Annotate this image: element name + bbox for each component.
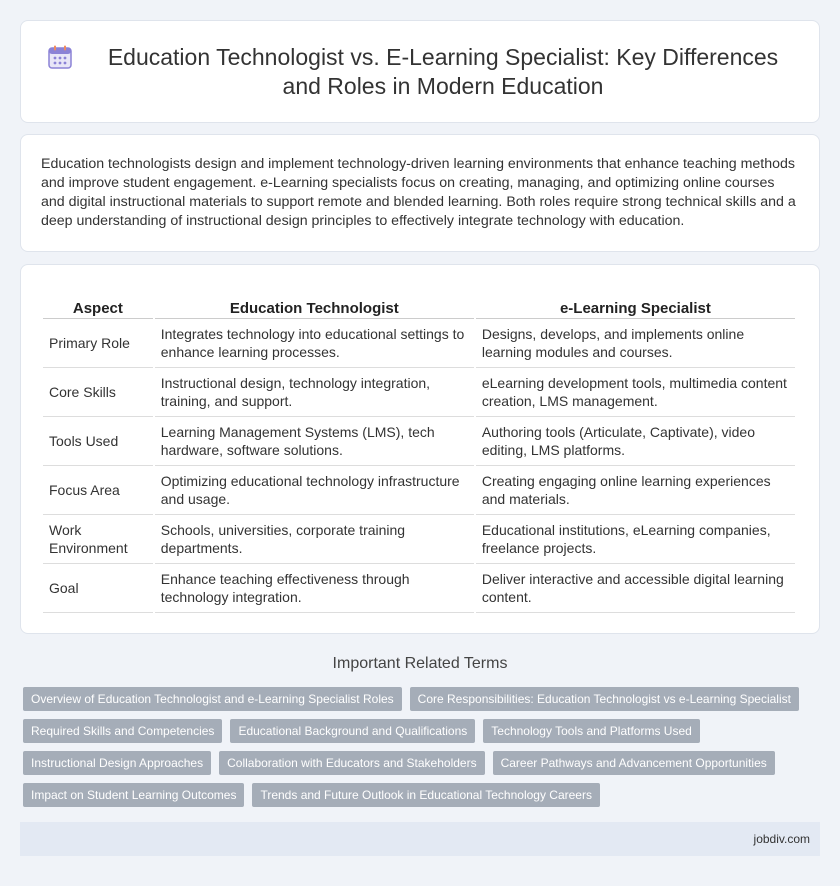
related-terms-title: Important Related Terms	[332, 655, 508, 672]
related-term-tag[interactable]: Overview of Education Technologist and e-Learning Specialist Roles	[23, 687, 402, 711]
row-aspect: Goal	[43, 564, 153, 613]
intro-card	[20, 134, 820, 252]
row-elearning-specialist: Educational institutions, eLearning companies, freelance projects.	[476, 515, 795, 564]
related-term-tag[interactable]: Technology Tools and Platforms Used	[483, 719, 700, 743]
comparison-table-card	[20, 264, 820, 634]
row-elearning-specialist: Deliver interactive and accessible digital learning content.	[476, 564, 795, 613]
calendar-icon	[47, 44, 73, 70]
header-elearning-specialist: e-Learning Specialist	[476, 293, 795, 319]
table-row	[43, 466, 795, 515]
related-term-tag[interactable]: Core Responsibilities: Education Technologist vs e-Learning Specialist	[410, 687, 799, 711]
header-card	[20, 20, 820, 123]
header-aspect: Aspect	[43, 293, 153, 319]
comparison-table	[41, 293, 797, 613]
table-row	[43, 417, 795, 466]
row-elearning-specialist: Creating engaging online learning experiences and materials.	[476, 466, 795, 515]
table-row	[43, 368, 795, 417]
table-row	[43, 564, 795, 613]
row-elearning-specialist: Authoring tools (Articulate, Captivate), video editing, LMS platforms.	[476, 417, 795, 466]
row-education-technologist: Learning Management Systems (LMS), tech hardware, software solutions.	[155, 417, 474, 466]
row-education-technologist: Optimizing educational technology infrastructure and usage.	[155, 466, 474, 515]
related-term-tag[interactable]: Educational Background and Qualifications	[230, 719, 475, 743]
row-aspect: Tools Used	[43, 417, 153, 466]
row-aspect: Core Skills	[43, 368, 153, 417]
related-term-tag[interactable]: Collaboration with Educators and Stakeholders	[219, 751, 484, 775]
related-terms-list	[23, 687, 813, 807]
page-title: Education Technologist vs. E-Learning Specialist: Key Differences and Roles in Modern Education	[107, 43, 779, 99]
row-education-technologist: Enhance teaching effectiveness through technology integration.	[155, 564, 474, 613]
related-term-tag[interactable]: Career Pathways and Advancement Opportunities	[493, 751, 775, 775]
header-education-technologist: Education Technologist	[155, 293, 474, 319]
footer-site-link[interactable]: jobdiv.com	[753, 832, 810, 846]
related-term-tag[interactable]: Impact on Student Learning Outcomes	[23, 783, 244, 807]
table-row	[43, 319, 795, 368]
row-aspect: Primary Role	[43, 319, 153, 368]
row-education-technologist: Instructional design, technology integration, training, and support.	[155, 368, 474, 417]
related-term-tag[interactable]: Trends and Future Outlook in Educational Technology Careers	[252, 783, 600, 807]
row-aspect: Focus Area	[43, 466, 153, 515]
footer	[20, 822, 820, 856]
row-education-technologist: Schools, universities, corporate training departments.	[155, 515, 474, 564]
table-header-row	[43, 293, 795, 319]
row-aspect: Work Environment	[43, 515, 153, 564]
table-row	[43, 515, 795, 564]
intro-text: Education technologists design and implement technology-driven learning environments that enhance teaching methods and improve student engagement. e-Learning specialists focus on creating, managing, and optimizing online courses and digital instructional materials to support remote and blended learning. Both roles require strong technical skills and a deep understanding of instructional design principles to effectively integrate technology with education.	[41, 156, 796, 229]
row-elearning-specialist: eLearning development tools, multimedia content creation, LMS management.	[476, 368, 795, 417]
row-education-technologist: Integrates technology into educational settings to enhance learning processes.	[155, 319, 474, 368]
related-term-tag[interactable]: Instructional Design Approaches	[23, 751, 211, 775]
row-elearning-specialist: Designs, develops, and implements online learning modules and courses.	[476, 319, 795, 368]
related-term-tag[interactable]: Required Skills and Competencies	[23, 719, 222, 743]
